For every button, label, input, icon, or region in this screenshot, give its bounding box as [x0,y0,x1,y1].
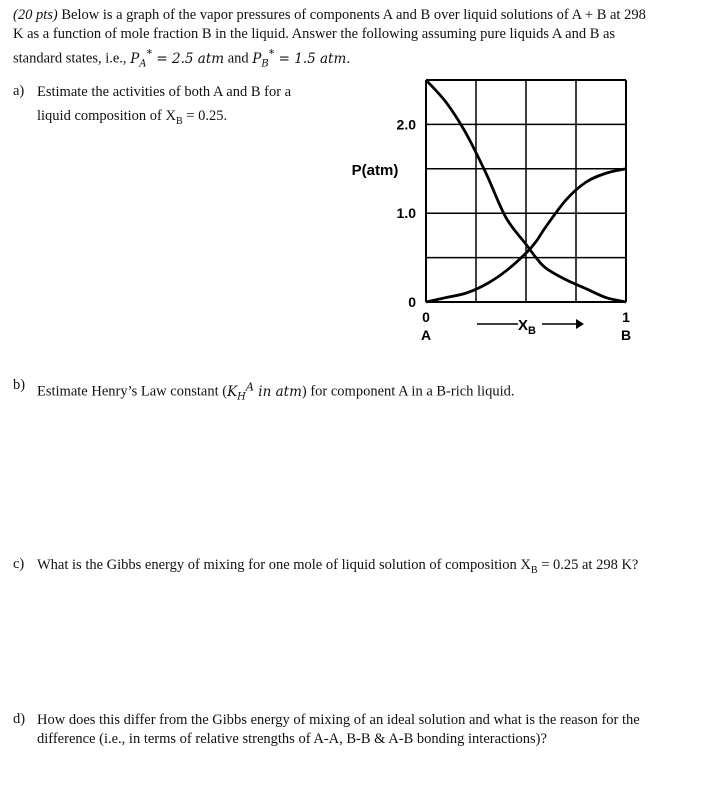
question-b-text: Estimate Henry’s Law constant ($K_H^A$ in atm) for component A in a B-rich liquid. [37,380,515,403]
question-d-line-2: difference (i.e., in terms of relative strengths of A-A, B-B & A-B bonding interactions)? [37,731,547,747]
intro-line-2: K as a function of mole fraction B in the liquid. Answer the following assuming pure liquids A and B as [13,26,616,42]
chart-grid [426,80,626,302]
pb-star-symbol: $P_B^* = 1.5$ atm. [252,47,351,70]
x-axis-label: $X_B$ [518,317,536,337]
problem-intro [13,6,703,73]
question-c-label: c) [13,556,25,572]
x-tick-label: 1 [622,309,630,325]
y-axis-label: P(atm) [351,162,399,179]
intro-line-3: standard states, i.e., $P_A^* = 2.5$ atm and $P_B^* = 1.5$ atm. [13,47,351,70]
x-end-label: A [420,327,432,343]
question-c-text: What is the Gibbs energy of mixing for one mole of liquid solution of composition $X_B = 0.25$ at 298 K? [37,557,639,576]
y-tick-label: 1.0 [396,205,416,222]
x-axis-arrowhead [576,319,584,329]
points-label: (20 pts) [13,7,58,23]
question-a-line-1: Estimate the activities of both A and B for a [37,84,292,100]
vapor-pressure-chart [330,70,650,350]
question-a-label: a) [13,83,25,99]
pa-star-symbol: $P_A^* = 2.5$ atm [130,47,225,70]
y-tick-label: 0 [408,294,416,310]
x-tick-label: 0 [422,309,430,325]
question-d-label: d) [13,711,26,727]
question-b-label: b) [13,377,26,393]
question-a-line-2: liquid composition of $X_B = 0.25$. [37,108,228,127]
henry-constant-symbol: $K_H^A$ in atm [227,380,302,403]
intro-line-1: (20 pts) Below is a graph of the vapor pressures of components A and B over liquid solutions of A + B at 298 [13,7,646,23]
x-end-label: B [620,327,632,343]
question-d-line-1: How does this differ from the Gibbs energy of mixing of an ideal solution and what is the reason for the [37,712,640,728]
y-tick-label: 2.0 [396,116,416,133]
